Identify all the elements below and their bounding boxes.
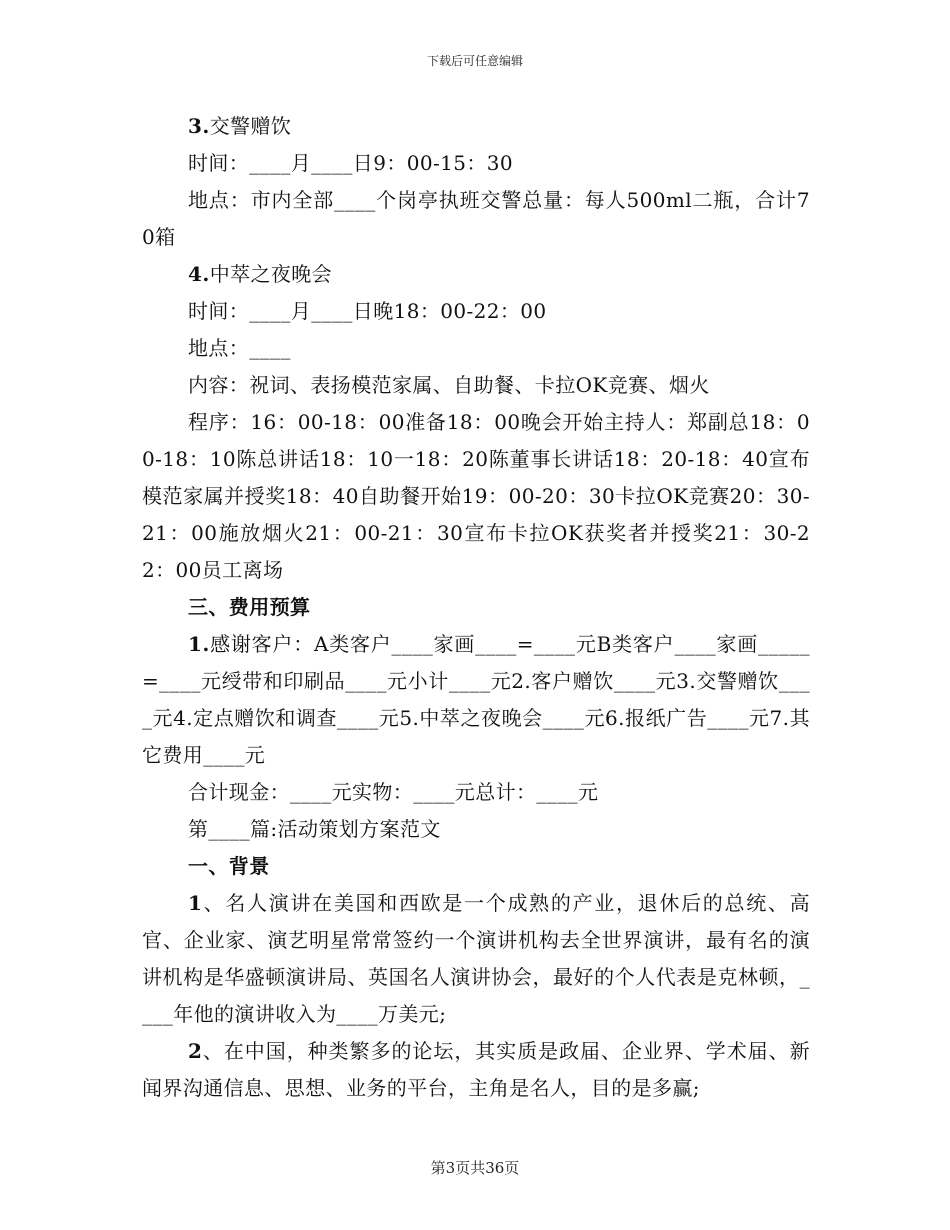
section-3-time: 时间：____月____日9：00-15：30 — [188, 151, 514, 175]
section-4-title-text: 中萃之夜晚会 — [209, 262, 333, 286]
section-4-place: 地点：____ — [188, 336, 291, 360]
background-paragraph-1 — [142, 885, 810, 1033]
section-4-content: 内容：祝词、表扬模范家属、自助餐、卡拉OK竞赛、烟火 — [188, 373, 710, 397]
section-3-title-text: 交警赠饮 — [209, 114, 292, 138]
section-3-title — [142, 108, 810, 145]
background-1-number: 1 — [188, 891, 203, 915]
section-4-program: 程序：16：00-18：00准备18：00晚会开始主持人：郑副总18：00-18：10陈总讲话18：10一18：20陈董事长讲话18：20-18：40宣布模范家属并授奖18：40自助餐开始19：00-20：30卡拉OK竞赛20：30-21：00施放烟火21：00-21：30宣布卡拉OK获奖者并授奖21：30-22：00员工离场 — [142, 410, 810, 582]
section-4-title — [142, 256, 810, 293]
budget-items-text: 感谢客户：A类客户____家画____=____元B类客户____家画_____=____元绶带和印刷品____元小计____元2.客户赠饮____元3.交警赠饮____元4.定点赠饮和调查____元5.中萃之夜晚会____元6.报纸广告____元7.其它费用____元 — [142, 632, 810, 767]
section-3-number: 3. — [188, 114, 210, 138]
budget-total: 合计现金：____元实物：____元总计：____元 — [188, 780, 599, 804]
background-2-number: 2 — [188, 1039, 203, 1063]
section-4-number: 4. — [188, 262, 210, 286]
budget-heading: 三、费用预算 — [188, 595, 311, 619]
chapter-title: 第____篇:活动策划方案范文 — [188, 817, 441, 841]
section-4-time: 时间：____月____日晚18：00-22：00 — [188, 299, 547, 323]
background-heading: 一、背景 — [188, 854, 270, 878]
page-header: 下载后可任意编辑 — [426, 54, 523, 68]
page-footer: 第3页共36页 — [430, 1159, 520, 1177]
budget-items — [142, 626, 810, 774]
budget-number: 1. — [188, 632, 210, 656]
background-paragraph-2 — [142, 1033, 810, 1107]
section-3-place: 地点：市内全部____个岗亭执班交警总量：每人500ml二瓶，合计70箱 — [142, 188, 810, 249]
background-1-text: 、名人演讲在美国和西欧是一个成熟的产业，退休后的总统、高官、企业家、演艺明星常常签约一个演讲机构去全世界演讲，最有名的演讲机构是华盛顿演讲局、英国名人演讲协会，最好的个人代表是克林顿，____年他的演讲收入为____万美元; — [142, 891, 810, 1026]
background-2-text: 、在中国，种类繁多的论坛，其实质是政届、企业界、学术届、新闻界沟通信息、思想、业务的平台，主角是名人，目的是多赢; — [142, 1039, 810, 1100]
document-body — [142, 108, 810, 1107]
